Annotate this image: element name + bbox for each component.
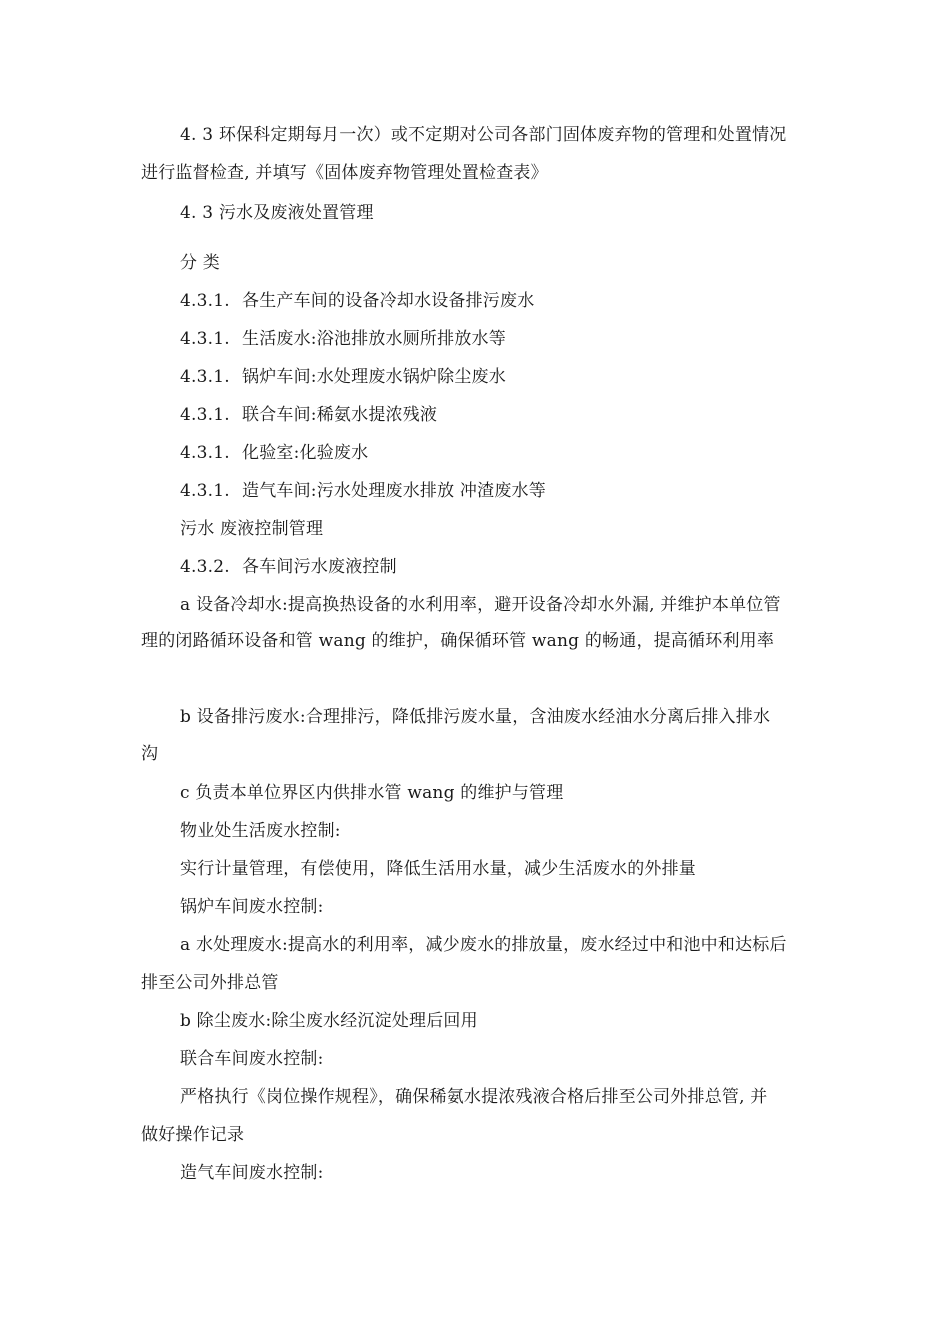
paragraph-line: 联合车间废水控制:	[180, 1049, 324, 1069]
paragraph-line: 严格执行《岗位操作规程》，确保稀氨水提浓残液合格后排至公司外排总管, 并	[180, 1087, 768, 1107]
subsection-heading: 分 类	[180, 253, 221, 273]
list-item-number: 4.3.1.	[180, 443, 230, 463]
paragraph-line: 进行监督检查, 并填写《固体废弃物管理处置检查表》	[141, 163, 548, 183]
list-item-text: 各车间污水废液控制	[242, 557, 397, 577]
list-item-number: 4.3.2.	[180, 557, 230, 577]
list-item-number: 4.3.1.	[180, 367, 230, 387]
paragraph-line: 做好操作记录	[141, 1125, 245, 1145]
list-item	[180, 404, 437, 426]
paragraph-line: 造气车间废水控制:	[180, 1163, 324, 1183]
paragraph-line: 排至公司外排总管	[141, 973, 279, 993]
paragraph-line: a 水处理废水:提高水的利用率，减少废水的排放量，废水经过中和池中和达标后	[180, 935, 787, 955]
paragraph-line: 实行计量管理，有偿使用，降低生活用水量，减少生活废水的外排量	[180, 859, 696, 879]
paragraph-line: 理的闭路循环设备和管 wang 的维护，确保循环管 wang 的畅通，提高循环利用率	[141, 631, 775, 651]
list-item	[180, 328, 506, 350]
paragraph-line: b 设备排污废水:合理排污，降低排污废水量，含油废水经油水分离后排入排水	[180, 707, 771, 727]
paragraph-line: b 除尘废水:除尘废水经沉淀处理后回用	[180, 1011, 478, 1031]
list-item	[180, 366, 506, 388]
list-item-text: 各生产车间的设备冷却水设备排污废水	[242, 291, 535, 311]
list-item-text: 联合车间:稀氨水提浓残液	[242, 405, 438, 425]
list-item	[180, 442, 368, 464]
section-heading: 4. 3 污水及废液处置管理	[180, 203, 374, 223]
subsection-heading: 污水 废液控制管理	[180, 519, 324, 539]
list-item	[180, 556, 397, 578]
list-item	[180, 480, 546, 502]
paragraph-line: 锅炉车间废水控制:	[180, 897, 324, 917]
list-item-text: 锅炉车间:水处理废水锅炉除尘废水	[242, 367, 506, 387]
paragraph-line: 物业处生活废水控制:	[180, 821, 341, 841]
paragraph-line: c 负责本单位界区内供排水管 wang 的维护与管理	[180, 783, 564, 803]
list-item-number: 4.3.1.	[180, 405, 230, 425]
list-item-text: 造气车间:污水处理废水排放 冲渣废水等	[242, 481, 546, 501]
list-item-text: 化验室:化验废水	[242, 443, 369, 463]
list-item-number: 4.3.1.	[180, 329, 230, 349]
paragraph-line: a 设备冷却水:提高换热设备的水利用率，避开设备冷却水外漏, 并维护本单位管	[180, 595, 781, 615]
list-item-text: 生活废水:浴池排放水厕所排放水等	[242, 329, 506, 349]
list-item-number: 4.3.1.	[180, 481, 230, 501]
paragraph-line: 4. 3 环保科定期每月一次）或不定期对公司各部门固体废弃物的管理和处置情况	[180, 125, 787, 145]
list-item-number: 4.3.1.	[180, 291, 230, 311]
list-item	[180, 290, 534, 312]
paragraph-line: 沟	[141, 744, 159, 764]
